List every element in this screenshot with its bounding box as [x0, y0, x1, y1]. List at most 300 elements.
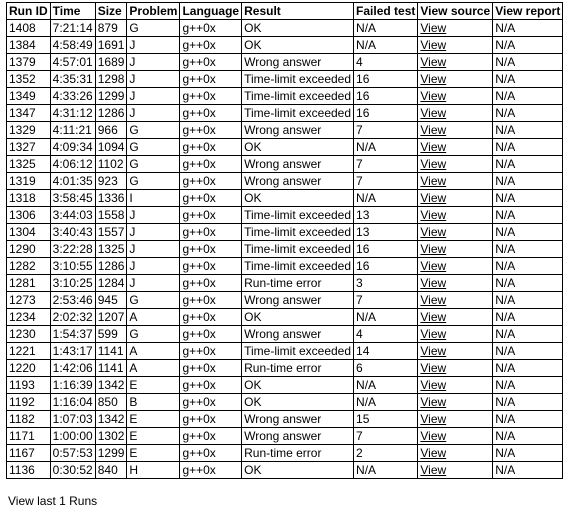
size-cell: 1207 — [95, 309, 127, 326]
problem-cell: H — [127, 462, 180, 479]
view-report-cell: N/A — [493, 122, 563, 139]
view-report-cell: N/A — [493, 445, 563, 462]
result-cell: OK — [242, 462, 354, 479]
run-id-cell: 1221 — [7, 343, 51, 360]
run-id-cell: 1347 — [7, 105, 51, 122]
result-cell: Wrong answer — [242, 428, 354, 445]
header-language: Language — [180, 3, 242, 20]
view-source-cell — [418, 377, 493, 394]
language-cell: g++0x — [180, 445, 242, 462]
problem-cell: A — [127, 343, 180, 360]
failed-test-cell: 16 — [354, 71, 418, 88]
language-cell: g++0x — [180, 428, 242, 445]
time-cell: 4:33:26 — [50, 88, 95, 105]
table-row — [7, 445, 563, 462]
table-row — [7, 275, 563, 292]
result-cell: Run-time error — [242, 275, 354, 292]
table-row — [7, 224, 563, 241]
time-cell: 3:44:03 — [50, 207, 95, 224]
view-source-cell — [418, 445, 493, 462]
table-row — [7, 37, 563, 54]
time-cell: 4:35:31 — [50, 71, 95, 88]
table-header-row — [7, 3, 563, 20]
time-cell: 4:09:34 — [50, 139, 95, 156]
failed-test-cell: 4 — [354, 54, 418, 71]
view-source-cell — [418, 241, 493, 258]
run-id-cell: 1290 — [7, 241, 51, 258]
view-source-cell — [418, 462, 493, 479]
size-cell: 1691 — [95, 37, 127, 54]
table-row — [7, 462, 563, 479]
view-source-link[interactable]: View — [420, 140, 447, 154]
view-report-cell: N/A — [493, 377, 563, 394]
failed-test-cell: N/A — [354, 462, 418, 479]
view-source-cell — [418, 292, 493, 309]
failed-test-cell: 16 — [354, 88, 418, 105]
view-source-link[interactable]: View — [420, 259, 447, 273]
view-source-link[interactable]: View — [420, 327, 447, 341]
result-cell: Run-time error — [242, 360, 354, 377]
time-cell: 4:58:49 — [50, 37, 95, 54]
header-run-id: Run ID — [7, 3, 51, 20]
view-source-cell — [418, 394, 493, 411]
view-source-cell — [418, 258, 493, 275]
table-row — [7, 241, 563, 258]
view-source-link[interactable]: View — [420, 378, 447, 392]
language-cell: g++0x — [180, 258, 242, 275]
table-row — [7, 156, 563, 173]
view-source-link[interactable]: View — [420, 293, 447, 307]
result-cell: Wrong answer — [242, 173, 354, 190]
result-cell: Time-limit exceeded — [242, 224, 354, 241]
size-cell: 1299 — [95, 88, 127, 105]
view-report-cell: N/A — [493, 343, 563, 360]
view-report-cell: N/A — [493, 394, 563, 411]
language-cell: g++0x — [180, 394, 242, 411]
run-id-cell: 1304 — [7, 224, 51, 241]
view-source-link[interactable]: View — [420, 429, 447, 443]
header-result: Result — [242, 3, 354, 20]
view-source-link[interactable]: View — [420, 174, 447, 188]
time-cell: 4:31:12 — [50, 105, 95, 122]
view-report-cell: N/A — [493, 71, 563, 88]
size-cell: 1141 — [95, 343, 127, 360]
table-row — [7, 173, 563, 190]
size-cell: 1286 — [95, 258, 127, 275]
failed-test-cell: 13 — [354, 207, 418, 224]
size-cell: 1558 — [95, 207, 127, 224]
view-source-link[interactable]: View — [420, 123, 447, 137]
problem-cell: G — [127, 20, 180, 37]
run-id-cell: 1136 — [7, 462, 51, 479]
table-row — [7, 292, 563, 309]
problem-cell: J — [127, 88, 180, 105]
view-source-cell — [418, 54, 493, 71]
result-cell: Run-time error — [242, 445, 354, 462]
language-cell: g++0x — [180, 173, 242, 190]
language-cell: g++0x — [180, 462, 242, 479]
failed-test-cell: N/A — [354, 309, 418, 326]
view-report-cell: N/A — [493, 105, 563, 122]
problem-cell: J — [127, 224, 180, 241]
problem-cell: G — [127, 173, 180, 190]
table-row — [7, 411, 563, 428]
time-cell: 3:58:45 — [50, 190, 95, 207]
time-cell: 2:02:32 — [50, 309, 95, 326]
problem-cell: A — [127, 309, 180, 326]
result-cell: OK — [242, 309, 354, 326]
view-source-cell — [418, 139, 493, 156]
view-source-link[interactable]: View — [420, 106, 447, 120]
language-cell: g++0x — [180, 411, 242, 428]
time-cell: 2:53:46 — [50, 292, 95, 309]
size-cell: 840 — [95, 462, 127, 479]
size-cell: 1325 — [95, 241, 127, 258]
size-cell: 1302 — [95, 428, 127, 445]
view-source-cell — [418, 105, 493, 122]
failed-test-cell: 6 — [354, 360, 418, 377]
language-cell: g++0x — [180, 309, 242, 326]
run-id-cell: 1182 — [7, 411, 51, 428]
view-report-cell: N/A — [493, 326, 563, 343]
result-cell: OK — [242, 20, 354, 37]
view-source-link[interactable]: View — [420, 344, 447, 358]
run-id-cell: 1167 — [7, 445, 51, 462]
view-source-cell — [418, 224, 493, 241]
result-cell: Wrong answer — [242, 122, 354, 139]
failed-test-cell: 3 — [354, 275, 418, 292]
view-source-cell — [418, 343, 493, 360]
language-cell: g++0x — [180, 275, 242, 292]
header-view-report: View report — [493, 3, 563, 20]
problem-cell: J — [127, 71, 180, 88]
time-cell: 4:01:35 — [50, 173, 95, 190]
run-id-cell: 1220 — [7, 360, 51, 377]
result-cell: Wrong answer — [242, 156, 354, 173]
problem-cell: J — [127, 275, 180, 292]
runs-table — [6, 2, 563, 479]
view-report-cell: N/A — [493, 190, 563, 207]
view-source-cell — [418, 88, 493, 105]
result-cell: Wrong answer — [242, 326, 354, 343]
problem-cell: E — [127, 411, 180, 428]
time-cell: 1:07:03 — [50, 411, 95, 428]
language-cell: g++0x — [180, 37, 242, 54]
size-cell: 1342 — [95, 411, 127, 428]
result-cell: Time-limit exceeded — [242, 258, 354, 275]
problem-cell: J — [127, 37, 180, 54]
language-cell: g++0x — [180, 88, 242, 105]
size-cell: 879 — [95, 20, 127, 37]
language-cell: g++0x — [180, 292, 242, 309]
view-source-link[interactable]: View — [420, 157, 447, 171]
failed-test-cell: N/A — [354, 190, 418, 207]
run-id-cell: 1379 — [7, 54, 51, 71]
time-cell: 3:40:43 — [50, 224, 95, 241]
language-cell: g++0x — [180, 241, 242, 258]
view-report-cell: N/A — [493, 37, 563, 54]
result-cell: Time-limit exceeded — [242, 88, 354, 105]
time-cell: 3:10:25 — [50, 275, 95, 292]
view-report-cell: N/A — [493, 428, 563, 445]
view-last-runs-link[interactable]: View last 1 Runs — [8, 494, 98, 508]
run-id-cell: 1273 — [7, 292, 51, 309]
failed-test-cell: 13 — [354, 224, 418, 241]
result-cell: Wrong answer — [242, 292, 354, 309]
table-row — [7, 360, 563, 377]
time-cell: 7:21:14 — [50, 20, 95, 37]
problem-cell: E — [127, 428, 180, 445]
problem-cell: I — [127, 190, 180, 207]
time-cell: 4:06:12 — [50, 156, 95, 173]
run-id-cell: 1327 — [7, 139, 51, 156]
table-row — [7, 326, 563, 343]
header-view-source: View source — [418, 3, 493, 20]
view-source-link[interactable]: View — [420, 55, 447, 69]
language-cell: g++0x — [180, 377, 242, 394]
table-row — [7, 428, 563, 445]
view-report-cell: N/A — [493, 224, 563, 241]
size-cell: 1102 — [95, 156, 127, 173]
table-row — [7, 139, 563, 156]
size-cell: 923 — [95, 173, 127, 190]
size-cell: 945 — [95, 292, 127, 309]
failed-test-cell: 7 — [354, 122, 418, 139]
view-source-cell — [418, 428, 493, 445]
size-cell: 1342 — [95, 377, 127, 394]
table-row — [7, 54, 563, 71]
problem-cell: A — [127, 360, 180, 377]
failed-test-cell: 16 — [354, 105, 418, 122]
size-cell: 1284 — [95, 275, 127, 292]
table-row — [7, 377, 563, 394]
result-cell: Time-limit exceeded — [242, 71, 354, 88]
failed-test-cell: 16 — [354, 258, 418, 275]
size-cell: 1689 — [95, 54, 127, 71]
view-report-cell: N/A — [493, 139, 563, 156]
run-id-cell: 1171 — [7, 428, 51, 445]
failed-test-cell: 15 — [354, 411, 418, 428]
view-source-cell — [418, 275, 493, 292]
result-cell: Wrong answer — [242, 54, 354, 71]
view-report-cell: N/A — [493, 241, 563, 258]
view-source-cell — [418, 207, 493, 224]
view-report-cell: N/A — [493, 411, 563, 428]
time-cell: 4:57:01 — [50, 54, 95, 71]
time-cell: 3:22:28 — [50, 241, 95, 258]
run-id-cell: 1306 — [7, 207, 51, 224]
view-source-cell — [418, 411, 493, 428]
view-source-link[interactable]: View — [420, 310, 447, 324]
failed-test-cell: 7 — [354, 428, 418, 445]
view-source-cell — [418, 71, 493, 88]
view-source-cell — [418, 156, 493, 173]
language-cell: g++0x — [180, 360, 242, 377]
view-report-cell: N/A — [493, 275, 563, 292]
language-cell: g++0x — [180, 326, 242, 343]
failed-test-cell: 7 — [354, 156, 418, 173]
failed-test-cell: N/A — [354, 20, 418, 37]
view-source-link[interactable]: View — [420, 463, 447, 477]
table-row — [7, 122, 563, 139]
header-size: Size — [95, 3, 127, 20]
problem-cell: J — [127, 105, 180, 122]
view-source-cell — [418, 37, 493, 54]
size-cell: 1094 — [95, 139, 127, 156]
problem-cell: J — [127, 241, 180, 258]
view-report-cell: N/A — [493, 258, 563, 275]
problem-cell: G — [127, 122, 180, 139]
runs-table-container — [6, 2, 563, 479]
view-report-cell: N/A — [493, 207, 563, 224]
table-row — [7, 258, 563, 275]
runs-table-body — [7, 20, 563, 479]
run-id-cell: 1319 — [7, 173, 51, 190]
problem-cell: G — [127, 326, 180, 343]
run-id-cell: 1349 — [7, 88, 51, 105]
view-source-cell — [418, 122, 493, 139]
view-source-cell — [418, 20, 493, 37]
size-cell: 1141 — [95, 360, 127, 377]
table-row — [7, 343, 563, 360]
time-cell: 0:57:53 — [50, 445, 95, 462]
language-cell: g++0x — [180, 20, 242, 37]
table-row — [7, 88, 563, 105]
view-source-cell — [418, 173, 493, 190]
run-id-cell: 1192 — [7, 394, 51, 411]
problem-cell: E — [127, 377, 180, 394]
size-cell: 850 — [95, 394, 127, 411]
view-report-cell: N/A — [493, 309, 563, 326]
result-cell: OK — [242, 377, 354, 394]
problem-cell: J — [127, 54, 180, 71]
header-failed-test: Failed test — [354, 3, 418, 20]
run-id-cell: 1325 — [7, 156, 51, 173]
view-source-link[interactable]: View — [420, 446, 447, 460]
result-cell: Time-limit exceeded — [242, 241, 354, 258]
size-cell: 599 — [95, 326, 127, 343]
size-cell: 1336 — [95, 190, 127, 207]
view-source-link[interactable]: View — [420, 412, 447, 426]
view-source-link[interactable]: View — [420, 208, 447, 222]
failed-test-cell: 16 — [354, 241, 418, 258]
run-id-cell: 1318 — [7, 190, 51, 207]
result-cell: OK — [242, 190, 354, 207]
language-cell: g++0x — [180, 122, 242, 139]
table-row — [7, 309, 563, 326]
run-id-cell: 1408 — [7, 20, 51, 37]
time-cell: 1:43:17 — [50, 343, 95, 360]
table-row — [7, 71, 563, 88]
time-cell: 1:16:04 — [50, 394, 95, 411]
view-source-link[interactable]: View — [420, 21, 447, 35]
view-source-link[interactable]: View — [420, 191, 447, 205]
view-source-link[interactable]: View — [420, 225, 447, 239]
result-cell: Time-limit exceeded — [242, 105, 354, 122]
language-cell: g++0x — [180, 71, 242, 88]
time-cell: 1:00:00 — [50, 428, 95, 445]
table-row — [7, 190, 563, 207]
view-source-link[interactable]: View — [420, 361, 447, 375]
run-id-cell: 1230 — [7, 326, 51, 343]
run-id-cell: 1193 — [7, 377, 51, 394]
failed-test-cell: 2 — [354, 445, 418, 462]
view-source-cell — [418, 309, 493, 326]
size-cell: 1557 — [95, 224, 127, 241]
time-cell: 4:11:21 — [50, 122, 95, 139]
header-time: Time — [50, 3, 95, 20]
view-source-cell — [418, 360, 493, 377]
table-row — [7, 105, 563, 122]
time-cell: 3:10:55 — [50, 258, 95, 275]
problem-cell: J — [127, 258, 180, 275]
size-cell: 1298 — [95, 71, 127, 88]
view-report-cell: N/A — [493, 20, 563, 37]
run-id-cell: 1234 — [7, 309, 51, 326]
result-cell: Time-limit exceeded — [242, 343, 354, 360]
view-source-link[interactable]: View — [420, 72, 447, 86]
table-row — [7, 20, 563, 37]
problem-cell: B — [127, 394, 180, 411]
failed-test-cell: 14 — [354, 343, 418, 360]
size-cell: 1286 — [95, 105, 127, 122]
result-cell: OK — [242, 139, 354, 156]
language-cell: g++0x — [180, 190, 242, 207]
language-cell: g++0x — [180, 105, 242, 122]
result-cell: OK — [242, 37, 354, 54]
failed-test-cell: 7 — [354, 173, 418, 190]
table-row — [7, 207, 563, 224]
problem-cell: G — [127, 156, 180, 173]
view-source-cell — [418, 326, 493, 343]
language-cell: g++0x — [180, 54, 242, 71]
failed-test-cell: N/A — [354, 377, 418, 394]
failed-test-cell: N/A — [354, 139, 418, 156]
view-report-cell: N/A — [493, 173, 563, 190]
failed-test-cell: 7 — [354, 292, 418, 309]
size-cell: 1299 — [95, 445, 127, 462]
view-source-link[interactable]: View — [420, 242, 447, 256]
time-cell: 1:16:39 — [50, 377, 95, 394]
time-cell: 1:54:37 — [50, 326, 95, 343]
result-cell: OK — [242, 394, 354, 411]
view-source-cell — [418, 190, 493, 207]
view-source-link[interactable]: View — [420, 89, 447, 103]
run-id-cell: 1282 — [7, 258, 51, 275]
failed-test-cell: N/A — [354, 394, 418, 411]
problem-cell: J — [127, 207, 180, 224]
view-report-cell: N/A — [493, 360, 563, 377]
view-report-cell: N/A — [493, 462, 563, 479]
language-cell: g++0x — [180, 224, 242, 241]
language-cell: g++0x — [180, 139, 242, 156]
view-source-link[interactable]: View — [420, 38, 447, 52]
view-report-cell: N/A — [493, 88, 563, 105]
failed-test-cell: 4 — [354, 326, 418, 343]
view-source-link[interactable]: View — [420, 276, 447, 290]
problem-cell: G — [127, 292, 180, 309]
view-source-link[interactable]: View — [420, 395, 447, 409]
language-cell: g++0x — [180, 343, 242, 360]
language-cell: g++0x — [180, 207, 242, 224]
table-row — [7, 394, 563, 411]
view-report-cell: N/A — [493, 54, 563, 71]
problem-cell: G — [127, 139, 180, 156]
failed-test-cell: N/A — [354, 37, 418, 54]
time-cell: 1:42:06 — [50, 360, 95, 377]
run-id-cell: 1329 — [7, 122, 51, 139]
header-problem: Problem — [127, 3, 180, 20]
